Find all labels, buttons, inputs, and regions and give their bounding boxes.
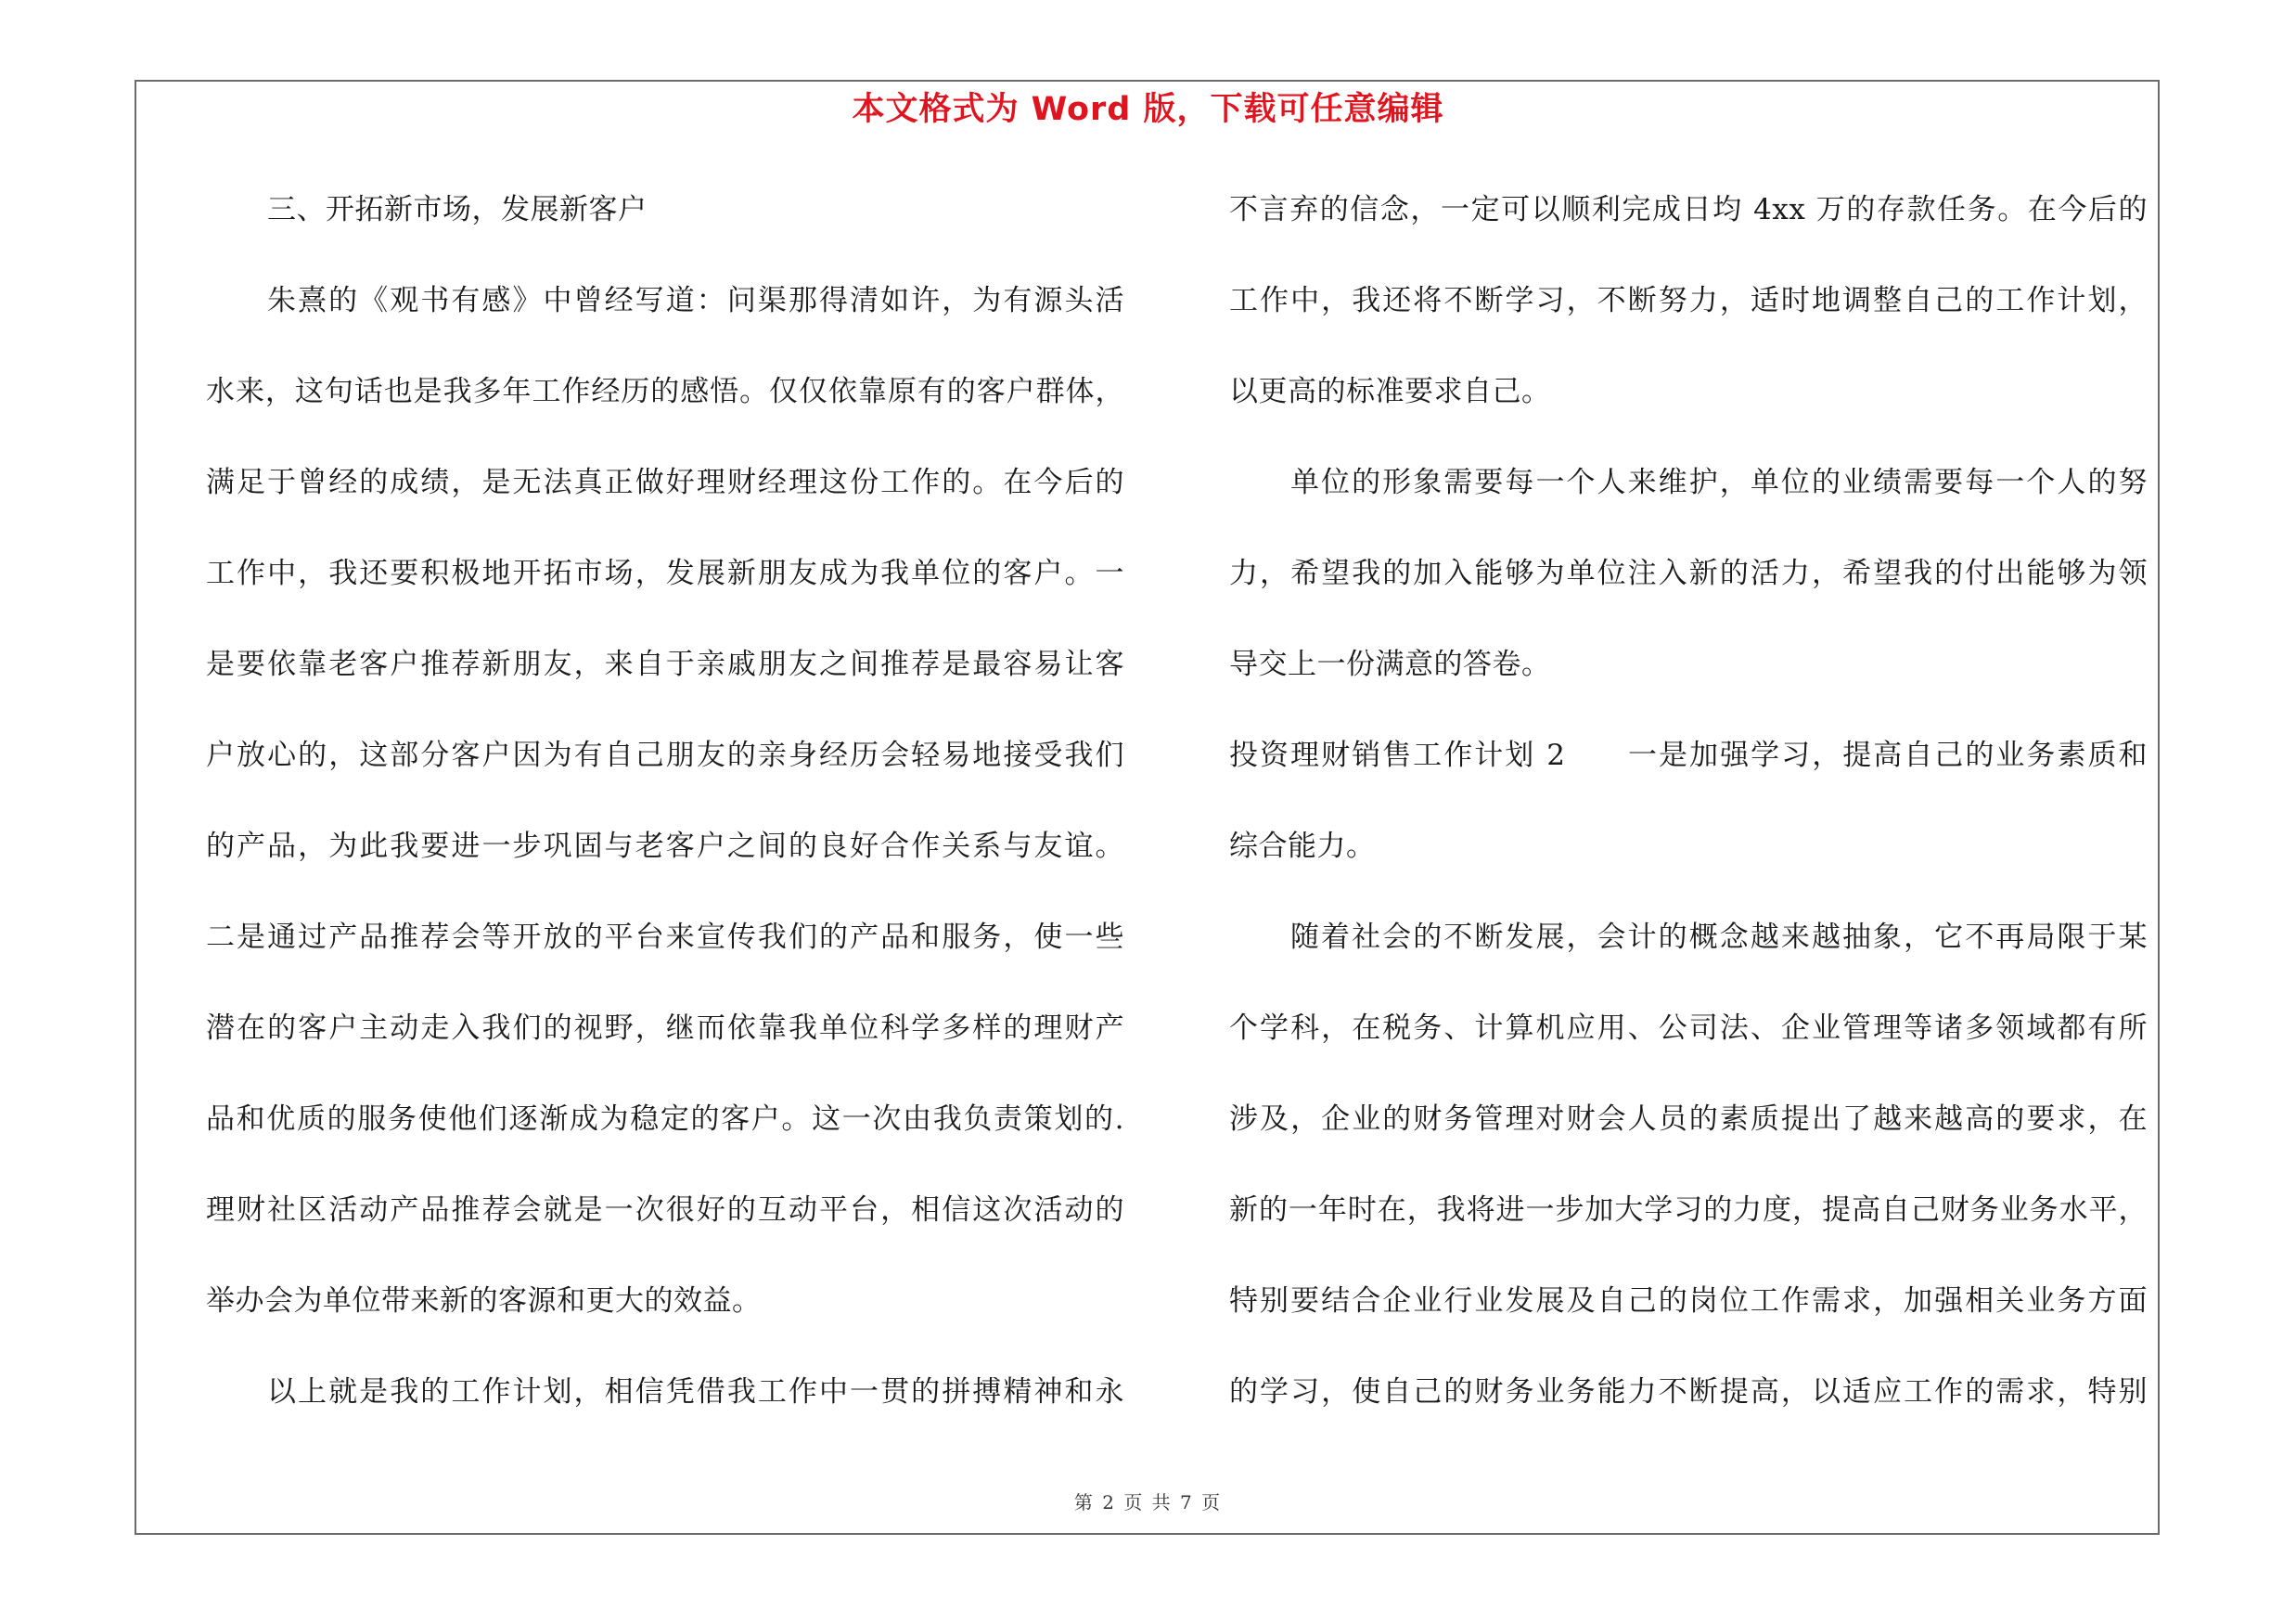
right-text-column: [1229, 182, 2148, 1455]
paragraph-line: 导交上一份满意的答卷。: [1229, 648, 1551, 681]
subsection-heading-line: 投资理财销售工作计划 2 一是加强学习，提高自己的业务素质和: [1229, 739, 2148, 772]
paragraph-line: 不言弃的信念，一定可以顺利完成日均 4xx 万的存款任务。在今后的: [1229, 193, 2148, 226]
paragraph-line: 综合能力。: [1229, 830, 1376, 863]
paragraph-line: 力，希望我的加入能够为单位注入新的活力，希望我的付出能够为领: [1229, 557, 2148, 590]
paragraph-line: 举办会为单位带来新的客源和更大的效益。: [206, 1284, 762, 1318]
paragraph-line: 个学科，在税务、计算机应用、公司法、企业管理等诸多领域都有所: [1229, 1011, 2148, 1045]
paragraph-line: 满足于曾经的成绩，是无法真正做好理财经理这份工作的。在今后的: [206, 466, 1124, 499]
paragraph-line: 随着社会的不断发展，会计的概念越来越抽象，它不再局限于某: [1290, 921, 2148, 954]
paragraph-line: 水来，这句话也是我多年工作经历的感悟。仅仅依靠原有的客户群体，: [206, 375, 1124, 408]
paragraph-line: 品和优质的服务使他们逐渐成为稳定的客户。这一次由我负责策划的.: [206, 1102, 1124, 1136]
paragraph-line: 二是通过产品推荐会等开放的平台来宣传我们的产品和服务，使一些: [206, 921, 1124, 954]
page-number-footer: 第 2 页 共 7 页: [1073, 1491, 1223, 1514]
paragraph-line: 工作中，我还将不断学习，不断努力，适时地调整自己的工作计划，: [1229, 284, 2148, 317]
paragraph-line: 以上就是我的工作计划，相信凭借我工作中一贯的拼搏精神和永: [267, 1375, 1124, 1409]
section-heading: 三、开拓新市场，发展新客户: [267, 193, 648, 226]
paragraph-line: 理财社区活动产品推荐会就是一次很好的互动平台，相信这次活动的: [206, 1193, 1124, 1227]
left-text-column: [206, 182, 1124, 1455]
paragraph-line: 的产品，为此我要进一步巩固与老客户之间的良好合作关系与友谊。: [206, 830, 1124, 863]
paragraph-line: 以更高的标准要求自己。: [1229, 375, 1551, 408]
paragraph-line: 新的一年时在，我将进一步加大学习的力度，提高自己财务业务水平，: [1229, 1193, 2148, 1227]
paragraph-line: 特别要结合企业行业发展及自己的岗位工作需求，加强相关业务方面: [1229, 1284, 2148, 1318]
paragraph-line: 的学习，使自己的财务业务能力不断提高，以适应工作的需求，特别: [1229, 1375, 2148, 1409]
paragraph-line: 户放心的，这部分客户因为有自己朋友的亲身经历会轻易地接受我们: [206, 739, 1124, 772]
paragraph-line: 是要依靠老客户推荐新朋友，来自于亲戚朋友之间推荐是最容易让客: [206, 648, 1124, 681]
paragraph-line: 单位的形象需要每一个人来维护，单位的业绩需要每一个人的努: [1290, 466, 2148, 499]
format-notice-header: 本文格式为 Word 版，下载可任意编辑: [852, 91, 1444, 128]
paragraph-line: 工作中，我还要积极地开拓市场，发展新朋友成为我单位的客户。一: [206, 557, 1124, 590]
paragraph-line: 朱熹的《观书有感》中曾经写道：问渠那得清如许，为有源头活: [267, 284, 1124, 317]
paragraph-line: 潜在的客户主动走入我们的视野，继而依靠我单位科学多样的理财产: [206, 1011, 1124, 1045]
paragraph-line: 涉及，企业的财务管理对财会人员的素质提出了越来越高的要求，在: [1229, 1102, 2148, 1136]
